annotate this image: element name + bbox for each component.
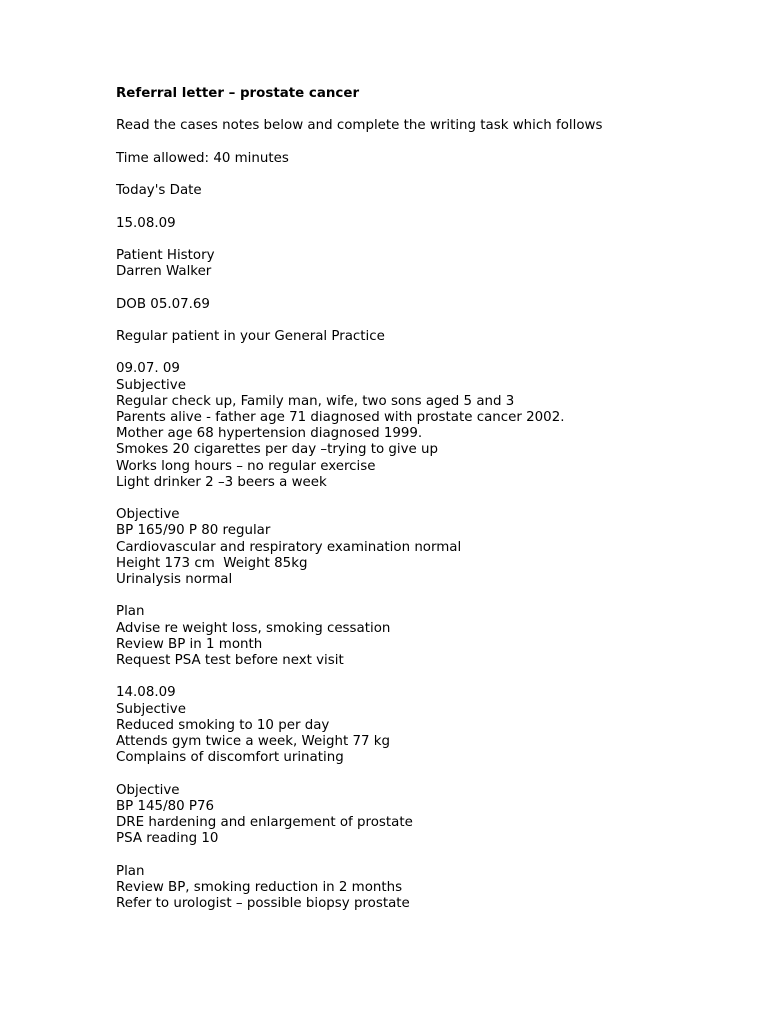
visit2-objective-line: DRE hardening and enlargement of prostate	[116, 814, 413, 830]
spacer	[116, 669, 736, 685]
visit1-date: 09.07. 09	[116, 361, 180, 377]
visit2-objective-line: PSA reading 10	[116, 831, 219, 847]
visit2-subjective-line: Reduced smoking to 10 per day	[116, 717, 330, 733]
visit2-objective-label: Objective	[116, 782, 180, 798]
spacer	[116, 313, 736, 329]
visit2-date: 14.08.09	[116, 685, 176, 701]
visit1-subjective-line: Works long hours – no regular exercise	[116, 458, 376, 474]
spacer	[116, 102, 736, 118]
visit1-subjective-line: Light drinker 2 –3 beers a week	[116, 474, 327, 490]
visit1-plan-line: Advise re weight loss, smoking cessation	[116, 620, 391, 636]
visit1-subjective-line: Parents alive - father age 71 diagnosed with prostate cancer 2002.	[116, 409, 565, 425]
spacer	[116, 766, 736, 782]
visit1-objective-line: Cardiovascular and respiratory examination normal	[116, 539, 462, 555]
visit2-subjective-line: Complains of discomfort urinating	[116, 750, 344, 766]
todays-date: 15.08.09	[116, 215, 176, 231]
spacer	[116, 280, 736, 296]
spacer	[116, 847, 736, 863]
spacer	[116, 491, 736, 507]
visit2-plan-line: Review BP, smoking reduction in 2 months	[116, 879, 403, 895]
spacer	[116, 588, 736, 604]
spacer	[116, 199, 736, 215]
instruction-text: Read the cases notes below and complete the writing task which follows	[116, 118, 603, 134]
document-page	[116, 86, 736, 912]
visit1-subjective-line: Mother age 68 hypertension diagnosed 1999.	[116, 426, 423, 442]
visit1-objective-line: Urinalysis normal	[116, 571, 233, 587]
visit2-subjective-line: Attends gym twice a week, Weight 77 kg	[116, 733, 391, 749]
visit1-plan-line: Review BP in 1 month	[116, 636, 263, 652]
spacer	[116, 135, 736, 151]
visit1-subjective-line: Smokes 20 cigarettes per day –trying to give up	[116, 442, 439, 458]
spacer	[116, 167, 736, 183]
visit1-plan-line: Request PSA test before next visit	[116, 652, 344, 668]
document-title: Referral letter – prostate cancer	[116, 86, 360, 101]
patient-name: Darren Walker	[116, 264, 212, 280]
time-allowed: Time allowed: 40 minutes	[116, 150, 289, 166]
regular-patient-note: Regular patient in your General Practice	[116, 328, 385, 344]
visit2-plan-line: Refer to urologist – possible biopsy prostate	[116, 895, 410, 911]
spacer	[116, 232, 736, 248]
visit1-objective-line: Height 173 cm Weight 85kg	[116, 555, 308, 571]
spacer	[116, 345, 736, 361]
visit2-objective-line: BP 145/80 P76	[116, 798, 214, 814]
visit1-subjective-line: Regular check up, Family man, wife, two sons aged 5 and 3	[116, 393, 515, 409]
visit1-objective-line: BP 165/90 P 80 regular	[116, 523, 271, 539]
patient-history-label: Patient History	[116, 247, 215, 263]
patient-dob: DOB 05.07.69	[116, 296, 210, 312]
todays-date-label: Today's Date	[116, 183, 202, 199]
visit1-plan-label: Plan	[116, 604, 145, 620]
visit1-subjective-label: Subjective	[116, 377, 186, 393]
visit1-objective-label: Objective	[116, 507, 180, 523]
visit2-plan-label: Plan	[116, 863, 145, 879]
visit2-subjective-label: Subjective	[116, 701, 186, 717]
